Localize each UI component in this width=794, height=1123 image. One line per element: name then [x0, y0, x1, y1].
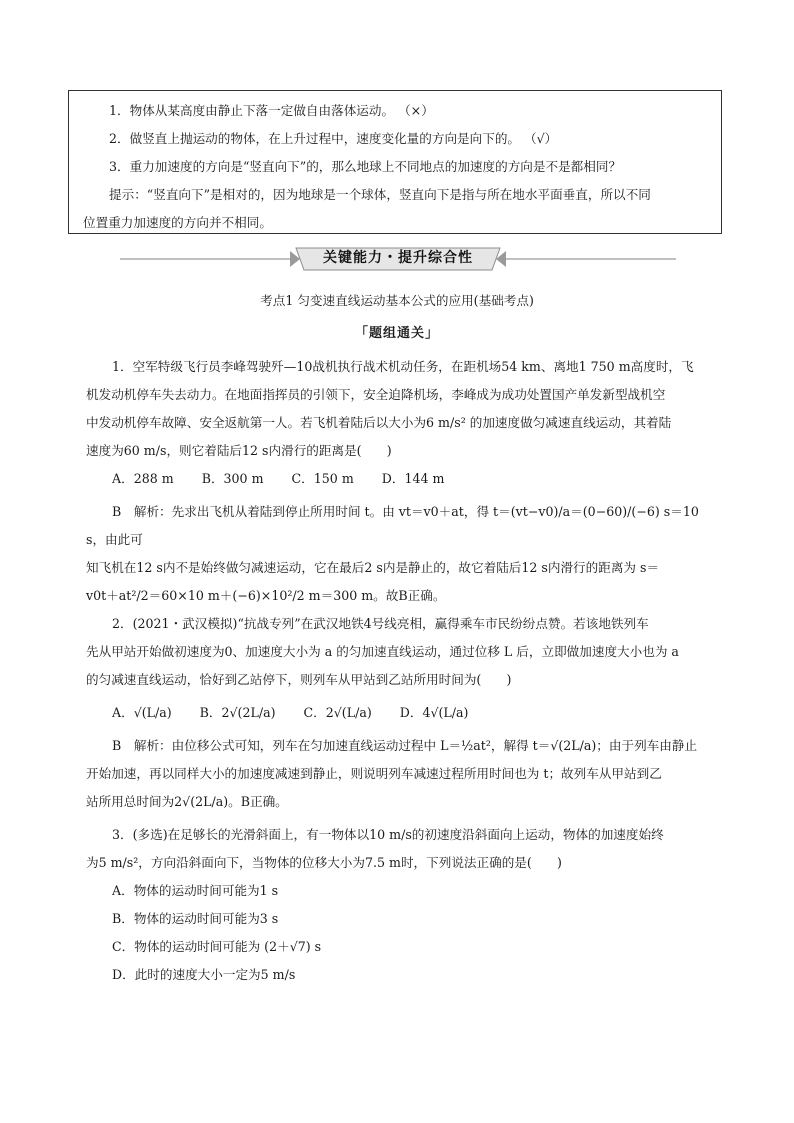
- q1-line-3: 中发动机停车故障、安全返航第一人。若飞机着陆后以大小为6 m/s² 的加速度做匀减速直线运动，其着陆: [86, 415, 672, 430]
- q2-line-1: 2．(2021・武汉模拟)“抗战专列”在武汉地铁4号线亮相，赢得乘车市民纷纷点赞。若该地铁列车: [112, 616, 649, 631]
- q2-answer-line-1: B 解析：由位移公式可知，列车在匀加速直线运动过程中 L＝½at²，解得 t＝√(2L/a)；由于列车由静止: [112, 738, 698, 753]
- q2-option-d: D．4√(L/a): [399, 705, 469, 720]
- q1-line-4: 速度为60 m/s，则它着陆后12 s内滑行的距离是( ): [86, 443, 392, 458]
- q1-line-2: 机发动机停车失去动力。在地面指挥员的引领下，安全迫降机场，李峰成为成功处置国产单发新型战机空: [86, 387, 666, 402]
- group-title: 「题组通关」: [354, 326, 439, 341]
- q3-option-a: A．物体的运动时间可能为1 s: [112, 883, 279, 898]
- review-hint-line-2: 位置重力加速度的方向并不相同。: [83, 215, 272, 230]
- q3-option-b: B．物体的运动时间可能为3 s: [112, 911, 279, 926]
- review-box: [68, 90, 722, 234]
- q2-answer-line-3: 站所用总时间为2√(2L/a)。B正确。: [86, 794, 288, 809]
- q2-option-c: C．2√(L/a): [303, 705, 372, 720]
- topic-title: 考点1 匀变速直线运动基本公式的应用(基础考点): [260, 293, 534, 308]
- q2-option-b: B．2√(2L/a): [199, 705, 276, 720]
- q1-option-a: A．288 m: [112, 471, 174, 486]
- review-item-1: 1．物体从某高度由静止下落一定做自由落体运动。 （×）: [109, 103, 434, 118]
- review-item-2: 2．做竖直上抛运动的物体，在上升过程中，速度变化量的方向是向下的。 （√）: [109, 131, 558, 146]
- q3-option-c: C．物体的运动时间可能为 (2＋√7) s: [112, 939, 322, 954]
- section-banner: [120, 246, 676, 272]
- q1-option-c: C．150 m: [291, 471, 354, 486]
- q3-option-d: D．此时的速度大小一定为5 m/s: [112, 967, 296, 982]
- q1-answer-line-2: 知飞机在12 s内不是始终做匀减速运动，它在最后2 s内是静止的，故它着陆后12 s内滑行的距离为 s＝: [86, 560, 660, 575]
- q3-line-1: 3．(多选)在足够长的光滑斜面上，有一物体以10 m/s的初速度沿斜面向上运动，物体的加速度始终: [112, 827, 664, 842]
- review-hint-line-1: 提示：“竖直向下”是相对的，因为地球是一个球体，竖直向下是指与所在地水平面垂直，所以不同: [109, 187, 651, 202]
- q1-line-1: 1．空军特级飞行员李峰驾驶歼—10战机执行战术机动任务，在距机场54 km、离地1 750 m高度时，飞: [112, 359, 694, 374]
- q2-option-a: A．√(L/a): [112, 705, 172, 720]
- q1-option-b: B．300 m: [201, 471, 264, 486]
- banner-title: 关键能力・提升综合性: [323, 250, 473, 266]
- q2-answer-line-2: 开始加速，再以同样大小的加速度减速到静止，则说明列车减速过程所用时间也为 t；故列车从甲站到乙: [86, 766, 662, 781]
- q3-line-2: 为5 m/s²，方向沿斜面向下，当物体的位移大小为7.5 m时，下列说法正确的是( ): [86, 855, 562, 870]
- review-item-3: 3．重力加速度的方向是“竖直向下”的，那么地球上不同地点的加速度的方向是不是都相同？: [109, 159, 622, 174]
- question-content: [86, 353, 720, 989]
- q1-options: [86, 465, 720, 493]
- q2-line-2: 先从甲站开始做初速度为0、加速度大小为 a 的匀加速直线运动，通过位移 L 后，立即做加速度大小也为 a: [86, 644, 679, 659]
- q1-answer-line-1: B 解析：先求出飞机从着陆到停止所用时间 t。由 vt＝v0＋at，得 t＝(vt−v0)/a＝(0−60)/(−6) s＝10 s，由此可: [86, 504, 699, 547]
- q1-option-d: D．144 m: [381, 471, 445, 486]
- q2-options: [86, 699, 720, 727]
- q1-answer-line-3: v0t＋at²/2＝60×10 m＋(−6)×10²/2 m＝300 m。故B正确。: [86, 588, 446, 603]
- q2-line-3: 的匀减速直线运动，恰好到乙站停下，则列车从甲站到乙站所用时间为( ): [86, 672, 512, 687]
